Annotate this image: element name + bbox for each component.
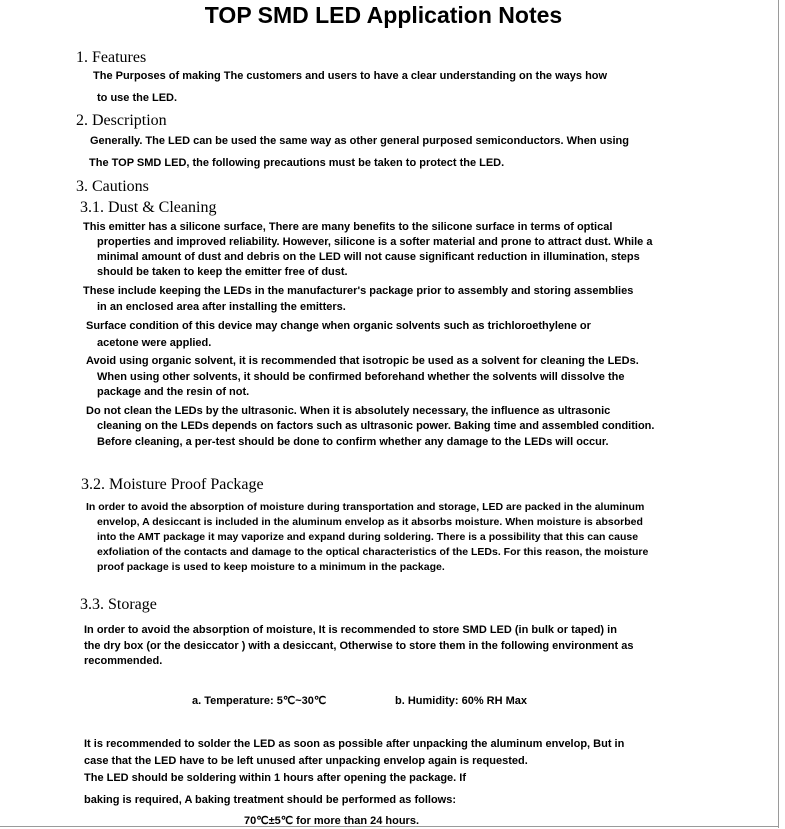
moisture-heading: 3.2. Moisture Proof Package	[81, 476, 264, 493]
dust-line-12: Do not clean the LEDs by the ultrasonic. When it is absolutely necessary, the influence as ultrasonic	[86, 405, 611, 417]
storage-after-line-2: case that the LED have to be left unused after unpacking envelop again is requested.	[84, 755, 528, 767]
dust-line-7: Surface condition of this device may change when organic solvents such as trichloroethylene or	[86, 320, 591, 332]
dust-line-4: should be taken to keep the emitter free of dust.	[97, 266, 348, 278]
storage-line-3: recommended.	[84, 655, 163, 667]
document-title: TOP SMD LED Application Notes	[204, 2, 563, 28]
baking-condition: 70℃±5℃ for more than 24 hours.	[244, 815, 420, 827]
cautions-heading: 3. Cautions	[76, 178, 149, 195]
dust-line-11: package and the resin of not.	[97, 386, 250, 398]
dust-line-1: This emitter has a silicone surface, There are many benefits to the silicone surface in terms of optical	[83, 221, 613, 233]
storage-after-line-1: It is recommended to solder the LED as soon as possible after unpacking the aluminum envelop, But in	[84, 738, 625, 750]
moisture-line-5: proof package is used to keep moisture to a minimum in the package.	[97, 561, 445, 573]
moisture-line-1: In order to avoid the absorption of moisture during transportation and storage, LED are packed in the aluminum	[86, 501, 645, 513]
dust-line-14: Before cleaning, a per-test should be done to confirm whether any damage to the LEDs will occur.	[97, 436, 609, 448]
moisture-line-4: exfoliation of the contacts and damage to the optical characteristics of the LEDs. For this reason, the moisture	[97, 546, 649, 558]
description-line-2: The TOP SMD LED, the following precautions must be taken to protect the LED.	[89, 157, 505, 169]
page-border-right	[778, 0, 779, 828]
description-heading: 2. Description	[76, 112, 167, 129]
dust-line-6: in an enclosed area after installing the emitters.	[97, 301, 346, 313]
moisture-line-2: envelop, A desiccant is included in the aluminum envelop as it absorbs moisture. When moisture is absorbed	[97, 516, 643, 528]
storage-temperature: a. Temperature: 5℃~30℃	[192, 695, 327, 707]
features-line-1: The Purposes of making The customers and users to have a clear understanding on the ways how	[93, 70, 608, 82]
dust-line-8: acetone were applied.	[97, 337, 212, 349]
storage-after-line-4: baking is required, A baking treatment should be performed as follows:	[84, 794, 457, 806]
description-line-1: Generally. The LED can be used the same way as other general purposed semiconductors. When using	[90, 135, 629, 147]
dust-line-2: properties and improved reliability. However, silicone is a softer material and prone to attract dust. While a	[97, 236, 653, 248]
dust-line-10: When using other solvents, it should be confirmed beforehand whether the solvents will dissolve the	[97, 371, 625, 383]
moisture-line-3: into the AMT package it may vaporize and expand during soldering. There is a possibility that this can cause	[97, 531, 639, 543]
dust-line-3: minimal amount of dust and debris on the LED will not cause significant reduction in illumination, steps	[97, 251, 640, 263]
storage-after-line-3: The LED should be soldering within 1 hours after opening the package. If	[84, 772, 466, 784]
storage-line-2: the dry box (or the desiccator ) with a desiccant, Otherwise to store them in the following environment as	[84, 640, 634, 652]
dust-line-9: Avoid using organic solvent, it is recommended that isotropic be used as a solvent for cleaning the LEDs.	[86, 355, 639, 367]
features-heading: 1. Features	[76, 49, 147, 66]
storage-line-1: In order to avoid the absorption of moisture, It is recommended to store SMD LED (in bulk or taped) in	[84, 624, 617, 636]
storage-humidity: b. Humidity: 60% RH Max	[395, 695, 528, 707]
dust-line-13: cleaning on the LEDs depends on factors such as ultrasonic power. Baking time and assembled condition.	[97, 420, 655, 432]
dust-line-5: These include keeping the LEDs in the manufacturer's package prior to assembly and storing assemblies	[83, 285, 634, 297]
dust-cleaning-heading: 3.1. Dust & Cleaning	[80, 199, 217, 216]
features-line-2: to use the LED.	[97, 92, 178, 104]
storage-heading: 3.3. Storage	[80, 596, 157, 613]
